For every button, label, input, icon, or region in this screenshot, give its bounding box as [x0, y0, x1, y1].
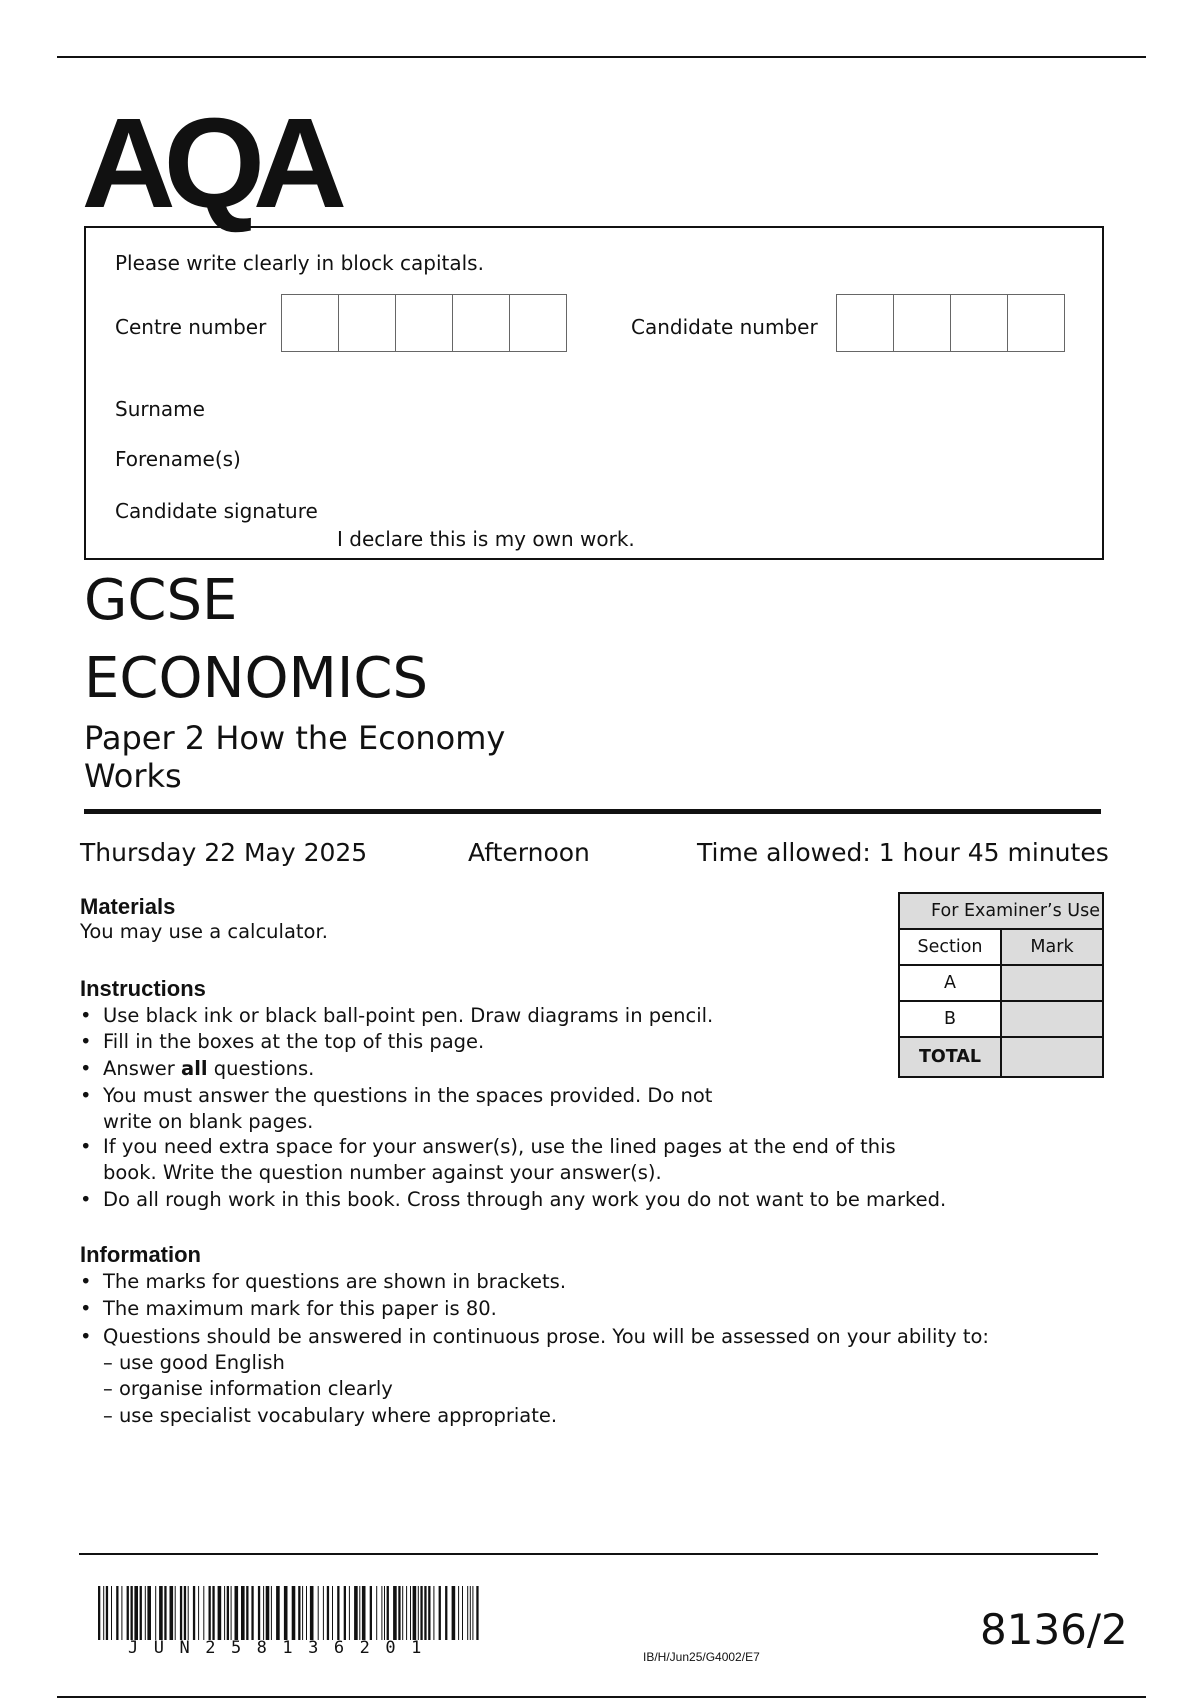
paper-reference: IB/H/Jun25/G4002/E7: [643, 1650, 760, 1664]
paper-title-line2: Works: [84, 757, 182, 795]
barcode-bar: [381, 1586, 382, 1640]
barcode-bar: [198, 1586, 199, 1640]
barcode: [98, 1586, 480, 1640]
barcode-bar: [258, 1586, 260, 1640]
top-rule: [57, 56, 1146, 58]
barcode-bar: [184, 1586, 186, 1640]
barcode-bar: [292, 1586, 296, 1640]
barcode-bar: [241, 1586, 245, 1640]
barcode-bar: [180, 1586, 182, 1640]
barcode-bar: [127, 1586, 129, 1640]
mark-column-header: Mark: [1001, 929, 1103, 965]
barcode-bar: [332, 1586, 333, 1640]
exam-session: Afternoon: [468, 838, 590, 867]
information-heading: Information: [80, 1242, 201, 1267]
centre-number-input[interactable]: [281, 294, 567, 352]
barcode-bar: [266, 1586, 270, 1640]
barcode-bar: [116, 1586, 118, 1640]
barcode-bar: [433, 1586, 434, 1640]
barcode-bar: [406, 1586, 407, 1640]
barcode-bar: [276, 1586, 280, 1640]
signature-input[interactable]: [350, 492, 1090, 522]
barcode-bar: [227, 1586, 229, 1640]
time-allowed: Time allowed: 1 hour 45 minutes: [697, 838, 1109, 867]
section-a-mark: [1001, 965, 1103, 1001]
barcode-bar: [121, 1586, 122, 1640]
barcode-bar: [420, 1586, 422, 1640]
barcode-bar: [131, 1586, 133, 1640]
total-mark: [1001, 1037, 1103, 1077]
subject-title: ECONOMICS: [84, 646, 429, 711]
materials-heading: Materials: [80, 894, 176, 919]
barcode-bar: [164, 1586, 166, 1640]
barcode-bar: [349, 1586, 350, 1640]
section-b-mark: [1001, 1001, 1103, 1037]
qualification-title: GCSE: [84, 568, 238, 633]
barcode-bar: [424, 1586, 426, 1640]
barcode-bar: [344, 1586, 346, 1640]
barcode-bar: [413, 1586, 417, 1640]
signature-label: Candidate signature: [115, 499, 318, 523]
barcode-bar: [98, 1586, 100, 1640]
paper-title-line1: Paper 2 How the Economy: [84, 719, 506, 757]
barcode-bar: [387, 1586, 389, 1640]
barcode-bar: [188, 1586, 189, 1640]
barcode-bar: [384, 1586, 385, 1640]
barcode-bar: [398, 1586, 400, 1640]
barcode-bar: [310, 1586, 314, 1640]
barcode-bar: [458, 1586, 459, 1640]
barcode-bar: [306, 1586, 307, 1640]
barcode-bar: [106, 1586, 108, 1640]
total-label: TOTAL: [899, 1037, 1001, 1077]
barcode-bar: [235, 1586, 239, 1640]
barcode-bar: [175, 1586, 176, 1640]
forenames-label: Forename(s): [115, 447, 241, 471]
paper-code: 8136/2: [980, 1605, 1128, 1654]
forenames-input[interactable]: [330, 440, 1090, 476]
barcode-bar: [263, 1586, 264, 1640]
section-column-header: Section: [899, 929, 1001, 965]
barcode-bar: [337, 1586, 339, 1640]
barcode-bar: [251, 1586, 253, 1640]
barcode-bar: [231, 1586, 232, 1640]
barcode-bar: [147, 1586, 151, 1640]
barcode-bar: [140, 1586, 142, 1640]
barcode-bar: [298, 1586, 300, 1640]
barcode-bar: [159, 1586, 163, 1640]
footer-rule: [79, 1553, 1098, 1555]
bottom-rule: [57, 1696, 1146, 1698]
barcode-bar: [155, 1586, 156, 1640]
barcode-bar: [209, 1586, 211, 1640]
examiner-use-table: [898, 892, 1104, 1078]
section-b-label: B: [899, 1001, 1001, 1037]
barcode-bar: [271, 1586, 272, 1640]
barcode-bar: [418, 1586, 419, 1640]
barcode-bar: [428, 1586, 430, 1640]
exam-date: Thursday 22 May 2025: [80, 838, 368, 867]
barcode-text: JUN258136201: [128, 1638, 437, 1658]
centre-number-label: Centre number: [115, 315, 267, 339]
barcode-bar: [224, 1586, 225, 1640]
barcode-bar: [445, 1586, 447, 1640]
barcode-bar: [472, 1586, 473, 1640]
materials-text: You may use a calculator.: [80, 920, 328, 943]
barcode-bar: [203, 1586, 204, 1640]
barcode-bar: [212, 1586, 214, 1640]
barcode-bar: [302, 1586, 303, 1640]
candidate-number-input[interactable]: [836, 294, 1065, 352]
surname-input[interactable]: [330, 390, 1090, 426]
barcode-bar: [327, 1586, 329, 1640]
barcode-bar: [376, 1586, 377, 1640]
barcode-bar: [467, 1586, 468, 1640]
barcode-bar: [318, 1586, 319, 1640]
examiner-table-title: For Examiner’s Use: [899, 893, 1103, 929]
barcode-bar: [370, 1586, 372, 1640]
barcode-bar: [476, 1586, 478, 1640]
barcode-bar: [170, 1586, 174, 1640]
barcode-bar: [246, 1586, 248, 1640]
barcode-bar: [439, 1586, 441, 1640]
declaration-text: I declare this is my own work.: [337, 527, 635, 551]
barcode-bar: [362, 1586, 366, 1640]
surname-label: Surname: [115, 397, 205, 421]
section-a-label: A: [899, 965, 1001, 1001]
barcode-bar: [193, 1586, 195, 1640]
barcode-bar: [410, 1586, 411, 1640]
barcode-bar: [218, 1586, 222, 1640]
block-capitals-instruction: Please write clearly in block capitals.: [115, 251, 484, 275]
barcode-bar: [354, 1586, 358, 1640]
barcode-bar: [359, 1586, 360, 1640]
barcode-bar: [462, 1586, 463, 1640]
barcode-bar: [402, 1586, 403, 1640]
title-rule: [84, 809, 1101, 814]
barcode-bar: [145, 1586, 146, 1640]
aqa-logo: AQA: [81, 92, 335, 235]
barcode-bar: [323, 1586, 324, 1640]
barcode-bar: [452, 1586, 456, 1640]
barcode-bar: [284, 1586, 288, 1640]
barcode-bar: [111, 1586, 112, 1640]
candidate-number-label: Candidate number: [631, 315, 818, 339]
instructions-heading: Instructions: [80, 976, 206, 1001]
barcode-bar: [134, 1586, 138, 1640]
barcode-bar: [103, 1586, 104, 1640]
barcode-bar: [470, 1586, 471, 1640]
barcode-bar: [393, 1586, 397, 1640]
